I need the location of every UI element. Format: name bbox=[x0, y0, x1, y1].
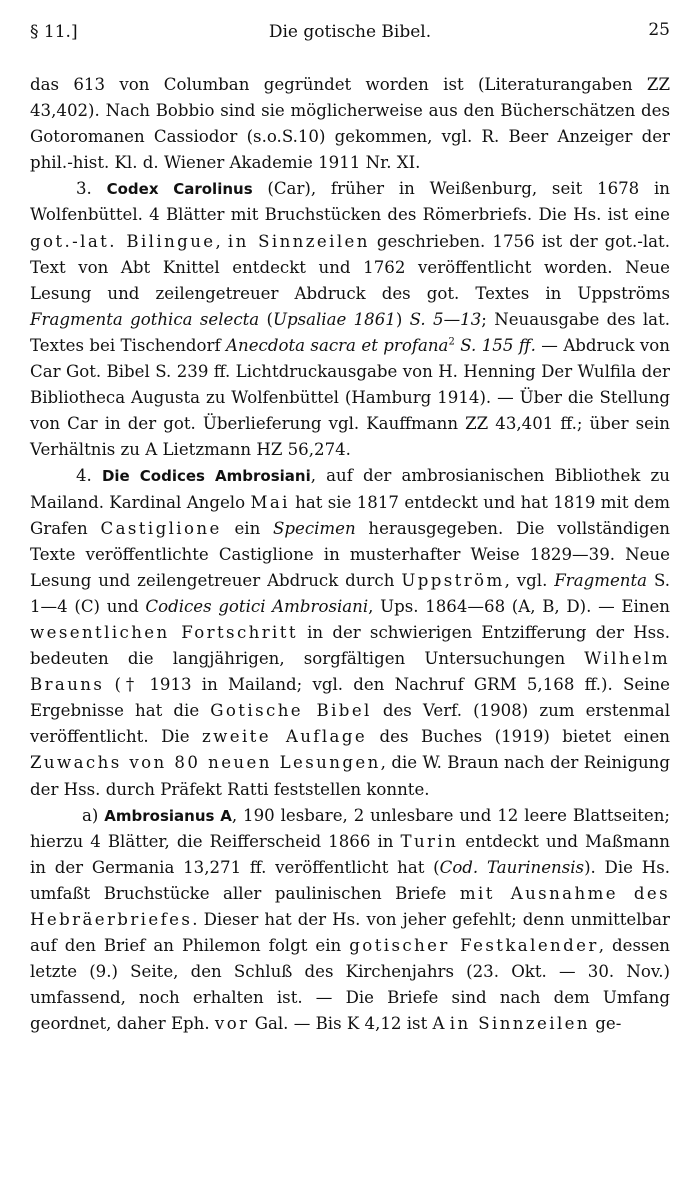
text-run: des Verf. (1908) zum erstenmal veröffentlicht. Die bbox=[30, 701, 670, 747]
text-run: , 190 lesbare, 2 unlesbare und 12 leere Blattseiten; hierzu 4 Blätter, die Reifferscheid 1866 in bbox=[30, 805, 670, 851]
italic-citation: S. 5—13 bbox=[409, 309, 482, 329]
italic-citation: Codices gotici Ambrosiani bbox=[145, 596, 369, 616]
italic-citation: S. 155 ff. bbox=[460, 335, 536, 355]
text-run: 4. bbox=[76, 466, 102, 486]
paragraph-codex-carolinus bbox=[30, 176, 670, 463]
bold-heading-term: Ambrosianus A bbox=[104, 806, 232, 825]
text-run: hat sie 1817 entdeckt und hat 1819 mit dem Grafen bbox=[30, 492, 670, 538]
spaced-emphasis: in Sinnzeilen bbox=[449, 1014, 590, 1034]
italic-citation: Anecdota sacra et profana bbox=[226, 335, 449, 355]
book-page bbox=[30, 16, 670, 1037]
spaced-emphasis: Zuwachs von 80 neuen Lesungen bbox=[30, 753, 381, 773]
italic-citation: Cod. Taurinensis bbox=[439, 857, 585, 877]
page-number: 25 bbox=[648, 20, 670, 40]
text-run: — Abdruck von Car Got. Bibel S. 239 ff. Lichtdruckausgabe von H. Henning Der Wulfila der Bibliotheca Augusta zu Wolfenbüttel (Hamburg 1914). — Über die Stellung von Car in der got. Überlieferung vgl. Kauffmann ZZ 43,401 ff.; über sein Verhältnis zu A Lietzmann HZ 56,274. bbox=[30, 335, 670, 460]
italic-citation: Fragmenta gothica selecta bbox=[30, 309, 260, 329]
text-run: ein bbox=[221, 518, 274, 538]
text-run: (Car), früher in Weißenburg, seit 1678 in Wolfenbüttel. 4 Blätter mit Bruchstücken des Römerbriefs. Die Hs. ist eine bbox=[30, 179, 670, 225]
text-run: des Buches (1919) bietet einen bbox=[367, 727, 670, 747]
text-run: . Dieser hat der Hs. von jeher gefehlt; denn unmittelbar auf den Brief an Philemon folgt ein bbox=[30, 910, 670, 956]
text-run: , auf der ambrosianischen Bibliothek zu Mailand. Kardinal Angelo bbox=[30, 466, 670, 512]
bold-heading-term: Codex Carolinus bbox=[106, 180, 253, 199]
section-reference: § 11.] bbox=[30, 22, 78, 42]
spaced-emphasis: zweite Auflage bbox=[202, 727, 368, 747]
spaced-emphasis: got.-lat. Bilingue bbox=[30, 231, 216, 251]
text-run: in der schwierigen Entzifferung der Hss. bedeuten die langjährigen, sorgfältigen Untersuchungen bbox=[30, 622, 670, 669]
spaced-emphasis: Wilhelm Brauns bbox=[30, 649, 670, 695]
text-run: herausgegeben. Die vollständigen Texte veröffentlichte Castiglione in musterhafter Weise 1829—39. Neue Lesung und zeilengetreuer Abdruck durch bbox=[30, 518, 670, 590]
text-run: das 613 von Columban gegründet worden ist (Literaturangaben ZZ 43,402). Nach Bobbio sind sie möglicherweise aus den Bücherschätzen des Gotoromanen Cassiodor (s.o.S.10) gekommen, vgl. R. Beer Anzeiger der phil.-hist. Kl. d. Wiener Akademie 1911 Nr. XI. bbox=[30, 75, 670, 173]
paragraph-continuation bbox=[30, 72, 670, 176]
text-run: , vgl. bbox=[504, 570, 555, 590]
bold-heading-term: Die Codices Ambrosiani bbox=[101, 467, 311, 486]
italic-citation: Specimen bbox=[273, 518, 356, 538]
spaced-emphasis: vor bbox=[214, 1014, 250, 1034]
text-run: a) bbox=[82, 805, 105, 825]
text-run: , Ups. 1864—68 (A, B, D). — Einen bbox=[368, 596, 670, 616]
spaced-emphasis: Mai bbox=[250, 492, 290, 512]
text-run: ; Neuausgabe des lat. Textes bei Tischendorf bbox=[30, 309, 671, 355]
text-run: , die W. Braun nach der Reinigung der Hss. durch Präfekt Ratti feststellen konnte. bbox=[30, 753, 670, 799]
text-run: († 1913 in Mailand; vgl. den Nachruf GRM 5,168 ff.). Seine Ergebnisse hat die bbox=[30, 675, 670, 721]
spaced-emphasis: Uppström bbox=[401, 570, 505, 590]
text-run: Gal. — Bis K 4,12 ist A bbox=[249, 1014, 450, 1034]
text-run: 3. bbox=[76, 179, 107, 199]
text-run: ). Die Hs. umfaßt Bruchstücke aller paulinischen Briefe bbox=[30, 857, 670, 903]
body-text bbox=[30, 72, 670, 1037]
text-run: S. 1—4 (C) und bbox=[30, 570, 671, 616]
paragraph-codices-ambrosiani bbox=[30, 463, 670, 802]
spaced-emphasis: gotischer Festkalender bbox=[349, 936, 599, 956]
running-header bbox=[30, 16, 670, 52]
italic-citation: Upsaliae 1861 bbox=[272, 309, 396, 329]
text-run: entdeckt und Maßmann in der Germania 13,271 ff. veröffentlicht hat ( bbox=[30, 831, 670, 877]
spaced-emphasis: mit Ausnahme des Hebräerbriefes bbox=[30, 883, 670, 929]
text-run: ( bbox=[259, 309, 273, 329]
spaced-emphasis: in Sinnzeilen bbox=[227, 231, 370, 251]
spaced-emphasis: Turin bbox=[400, 831, 459, 851]
text-run: geschrieben. 1756 ist der got.-lat. Text von Abt Knittel entdeckt und 1762 veröffentlicht worden. Neue Lesung und zeilengetreuer Abdruck des got. Textes in Uppströms bbox=[30, 231, 670, 303]
spaced-emphasis: Castiglione bbox=[100, 518, 222, 538]
running-title: Die gotische Bibel. bbox=[268, 22, 432, 42]
spaced-emphasis: wesentlichen Fortschritt bbox=[30, 622, 298, 642]
text-run: , bbox=[215, 231, 228, 251]
superscript-edition: 2 bbox=[448, 336, 455, 348]
spaced-emphasis: Gotische Bibel bbox=[210, 701, 372, 721]
text-run: , dessen letzte (9.) Seite, den Schluß des Kirchenjahrs (23. Okt. — 30. Nov.) umfassend, noch erhalten ist. — Die Briefe sind nach dem Umfang geordnet, daher Eph. bbox=[30, 936, 670, 1034]
paragraph-ambrosianus-a bbox=[30, 803, 670, 1038]
text-run: ge- bbox=[589, 1014, 622, 1034]
italic-citation: Fragmenta bbox=[554, 570, 648, 590]
text-run: ) bbox=[395, 309, 410, 329]
